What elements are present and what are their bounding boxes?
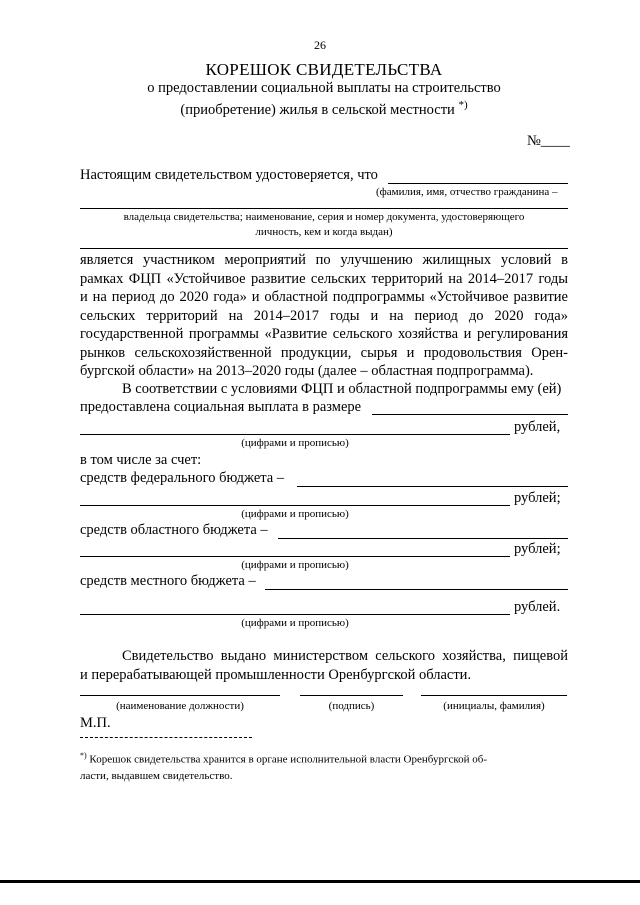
position-line xyxy=(80,695,280,696)
regional-line-2 xyxy=(80,556,510,557)
position-hint: (наименование должности) xyxy=(116,700,244,712)
body-line: бургской области» на 2013–2020 годы (далее – областная подпрограмма). xyxy=(80,363,534,379)
local-line-2 xyxy=(80,614,510,615)
document-title: КОРЕШОК СВИДЕТЕЛЬСТВА xyxy=(205,60,443,79)
document-subtitle: о предоставлении социальной выплаты на строительство xyxy=(147,80,501,96)
amount-line xyxy=(372,414,568,415)
body-line: сельских территорий на 2014–2017 годы и на период до 2020 года» xyxy=(80,307,568,324)
owner-hint: владельца свидетельства; наименование, серия и номер документа, удостоверяющего xyxy=(123,211,525,223)
including-text: в том числе за счет: xyxy=(80,452,202,468)
regional-label: средств областного бюджета – xyxy=(80,522,268,538)
fio-line xyxy=(388,183,568,184)
certificate-number: №____ xyxy=(527,133,570,149)
body-paragraph xyxy=(80,251,568,381)
rubles-label: рублей; xyxy=(514,541,561,557)
amount-line-2 xyxy=(80,434,510,435)
issued-line: Свидетельство выдано министерством сельского хозяйства, пищевой xyxy=(122,648,568,664)
name-line xyxy=(421,695,567,696)
federal-line xyxy=(297,486,568,487)
body-line: рынков сельскохозяйственной продукции, сырья и продовольствия Орен- xyxy=(80,344,568,361)
stamp-label: М.П. xyxy=(80,715,111,731)
regional-line xyxy=(278,538,568,539)
signature-line xyxy=(300,695,403,696)
footnote-text xyxy=(80,748,568,784)
digits-hint: (цифрами и прописью) xyxy=(241,437,349,449)
subtitle-text: (приобретение) жилья в сельской местности xyxy=(180,101,455,118)
accordance-text: предоставлена социальная выплата в размере xyxy=(80,399,362,415)
owner-line-2 xyxy=(80,248,568,249)
body-line: государственной программы «Развитие сельского хозяйства и регулирования xyxy=(80,326,568,342)
bottom-rule xyxy=(0,880,640,883)
body-line: и на период до 2020 года» и областной подпрограммы «Устойчивое развитие xyxy=(80,289,568,305)
footnote-separator xyxy=(80,737,252,738)
page-number: 26 xyxy=(314,38,326,52)
digits-hint: (цифрами и прописью) xyxy=(241,508,349,520)
digits-hint: (цифрами и прописью) xyxy=(241,617,349,629)
federal-label: средств федерального бюджета – xyxy=(80,470,285,486)
body-line: является участником мероприятий по улучшению жилищных условий в xyxy=(80,252,568,268)
rubles-label: рублей. xyxy=(514,599,561,615)
document-subtitle xyxy=(0,99,640,119)
local-label: средств местного бюджета – xyxy=(80,573,256,589)
footnote-mark: *) xyxy=(80,751,87,760)
federal-line-2 xyxy=(80,505,510,506)
signature-hint: (подпись) xyxy=(328,700,375,712)
footnote-line: ласти, выдавшем свидетельство. xyxy=(80,769,233,782)
issued-text xyxy=(122,648,568,665)
fio-hint: (фамилия, имя, отчество гражданина – xyxy=(376,186,558,198)
owner-hint: личность, кем и когда выдан) xyxy=(255,226,393,238)
digits-hint: (цифрами и прописью) xyxy=(241,559,349,571)
rubles-label: рублей, xyxy=(514,419,561,435)
accordance-text: В соответствии с условиями ФЦП и областной подпрограммы ему (ей) xyxy=(122,381,562,397)
name-hint: (инициалы, фамилия) xyxy=(443,700,545,712)
local-line xyxy=(265,589,568,590)
footnote-mark: *) xyxy=(458,99,468,111)
rubles-label: рублей; xyxy=(514,490,561,506)
issued-text: и перерабатывающей промышленности Оренбургской области. xyxy=(80,667,472,683)
owner-line xyxy=(80,208,568,209)
body-line: рамках ФЦП «Устойчивое развитие сельских территорий на 2014–2017 годы xyxy=(80,270,568,287)
certify-text: Настоящим свидетельством удостоверяется, что xyxy=(80,167,378,183)
footnote-line: Корешок свидетельства хранится в органе исполнительной власти Оренбургской об- xyxy=(89,753,488,766)
